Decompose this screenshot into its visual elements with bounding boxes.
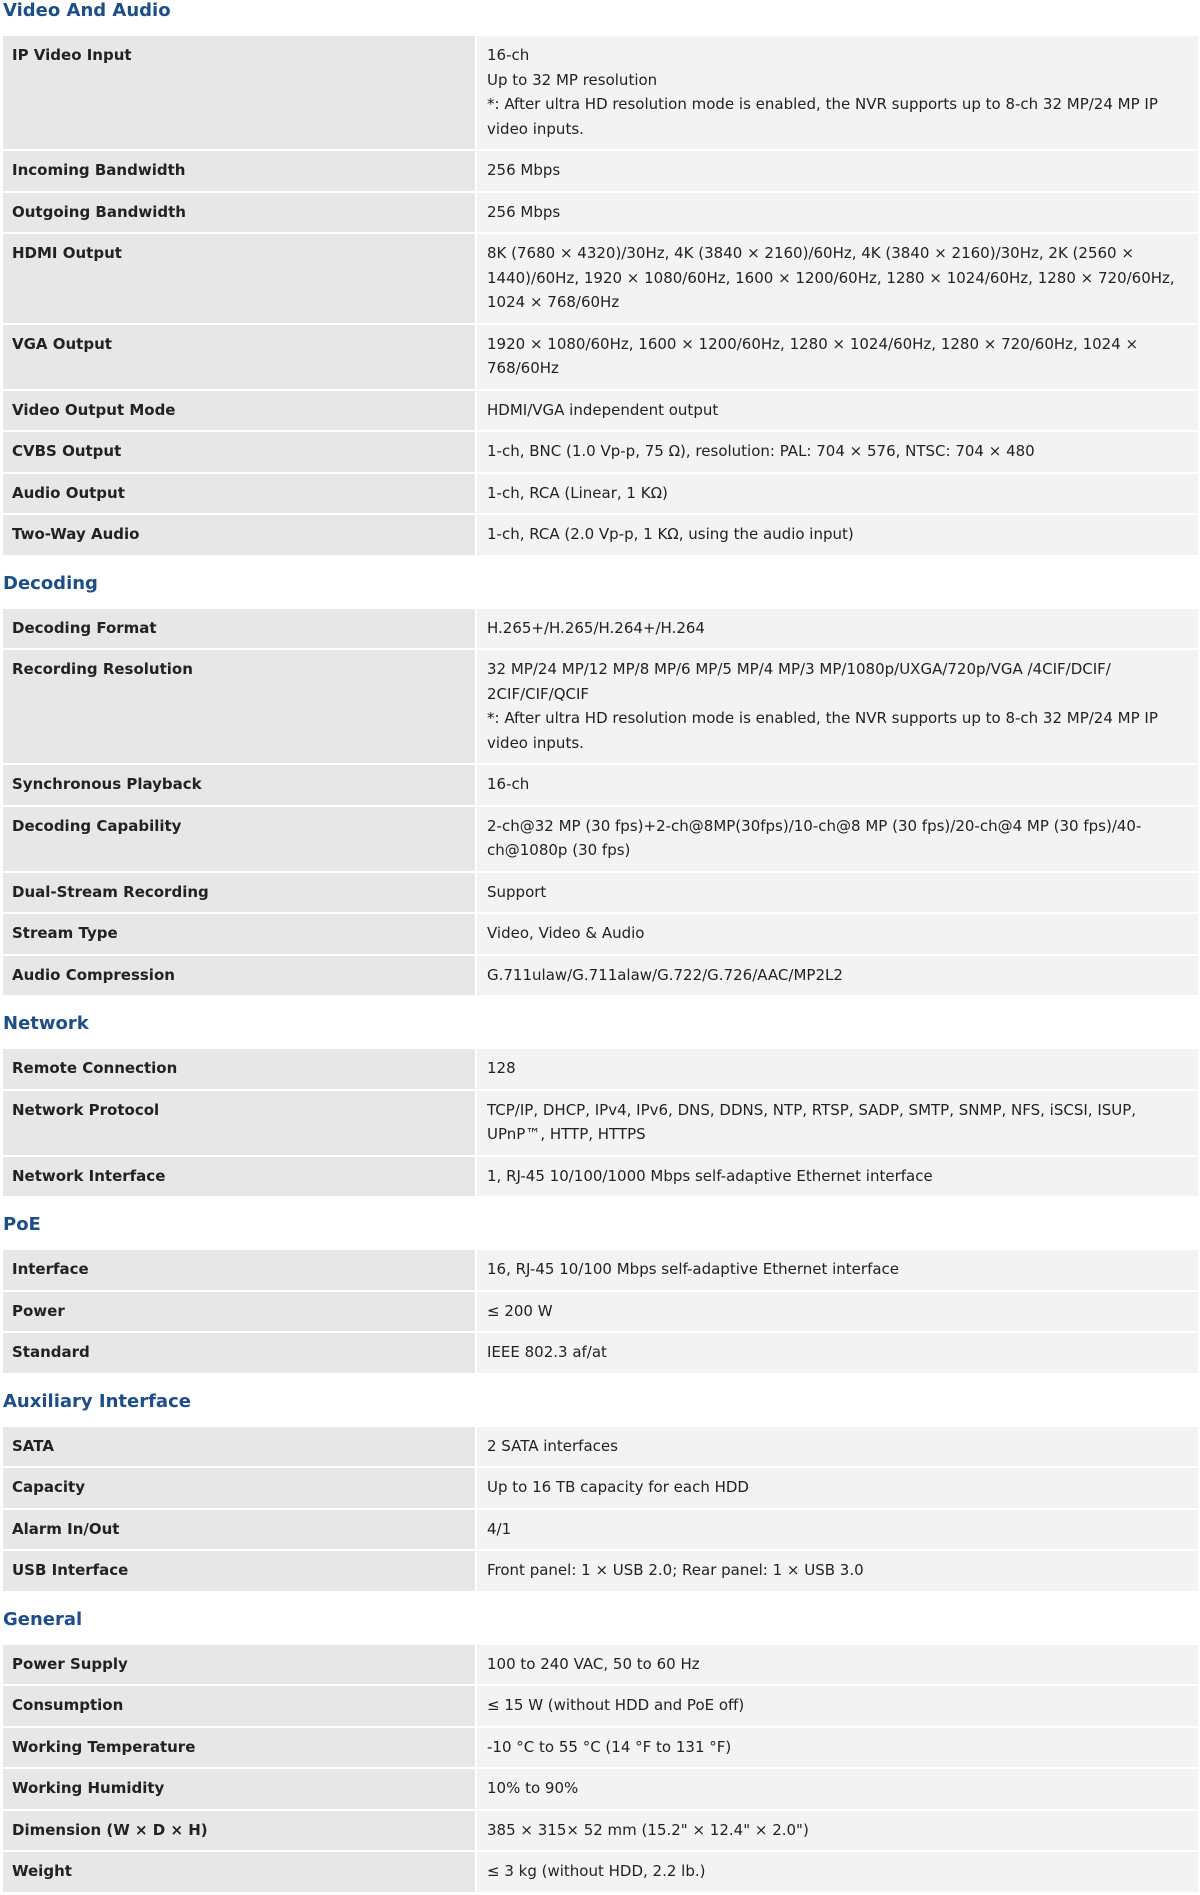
spec-section <box>3 1391 1198 1593</box>
spec-label: Standard <box>3 1333 475 1373</box>
spec-value-line: 1-ch, BNC (1.0 Vp-p, 75 Ω), resolution: PAL: 704 × 576, NTSC: 704 × 480 <box>487 442 1035 460</box>
spec-row <box>3 1769 1198 1811</box>
spec-value <box>477 650 1198 763</box>
spec-label: Outgoing Bandwidth <box>3 193 475 233</box>
spec-value <box>477 193 1198 233</box>
spec-row <box>3 1811 1198 1853</box>
spec-row <box>3 1645 1198 1687</box>
spec-value-line: ≤ 15 W (without HDD and PoE off) <box>487 1696 745 1714</box>
spec-table <box>3 1049 1198 1198</box>
spec-row <box>3 432 1198 474</box>
spec-row <box>3 515 1198 557</box>
spec-row <box>3 193 1198 235</box>
spec-row <box>3 36 1198 151</box>
spec-row <box>3 325 1198 391</box>
spec-label: Audio Output <box>3 474 475 514</box>
spec-value-line: 2 SATA interfaces <box>487 1436 618 1455</box>
spec-label: Weight <box>3 1852 475 1892</box>
spec-row <box>3 1091 1198 1157</box>
spec-row <box>3 1157 1198 1199</box>
spec-value-line: Video, Video & Audio <box>487 924 645 942</box>
spec-value <box>477 1292 1198 1332</box>
spec-label: SATA <box>3 1427 475 1467</box>
spec-value-line: 128 <box>487 1059 516 1077</box>
spec-label: Remote Connection <box>3 1049 475 1089</box>
spec-value <box>477 515 1198 555</box>
spec-value <box>477 914 1198 954</box>
spec-value-line: 16-ch <box>487 775 530 793</box>
section-title: Auxiliary Interface <box>3 1390 191 1412</box>
spec-row <box>3 391 1198 433</box>
spec-value <box>477 1769 1198 1809</box>
spec-value-line: 16, RJ-45 10/100 Mbps self-adaptive Ethernet interface <box>487 1260 900 1278</box>
spec-value <box>477 1091 1198 1155</box>
spec-value-line: ≤ 200 W <box>487 1301 553 1320</box>
spec-value <box>477 151 1198 191</box>
spec-value-line: 16-ch <box>487 46 530 64</box>
spec-value <box>477 1728 1198 1768</box>
spec-value <box>477 1551 1198 1591</box>
spec-label: IP Video Input <box>3 36 475 149</box>
spec-label: CVBS Output <box>3 432 475 472</box>
spec-value-line: 8K (7680 × 4320)/30Hz, 4K (3840 × 2160)/60Hz, 4K (3840 × 2160)/30Hz, 2K (2560 × 1440)/60Hz, 1920 × 1080/60Hz, 1600 × 1200/60Hz, 1280 × 1024/60Hz, 1280 × 720/60Hz, 1024 × 768/60Hz <box>487 244 1175 311</box>
spec-value <box>477 1510 1198 1550</box>
spec-label: Network Interface <box>3 1157 475 1197</box>
spec-value <box>477 391 1198 431</box>
spec-value-line: 100 to 240 VAC, 50 to 60 Hz <box>487 1654 700 1673</box>
spec-value <box>477 474 1198 514</box>
spec-value-line: HDMI/VGA independent output <box>487 400 719 419</box>
spec-section <box>3 1214 1198 1375</box>
spec-value-line: 2-ch@32 MP (30 fps)+2-ch@8MP(30fps)/10-ch@8 MP (30 fps)/20-ch@4 MP (30 fps)/40-ch@1080p (30 fps) <box>487 816 1142 859</box>
spec-label: HDMI Output <box>3 234 475 323</box>
spec-row <box>3 765 1198 807</box>
spec-value <box>477 36 1198 149</box>
spec-row <box>3 914 1198 956</box>
spec-label: Power <box>3 1292 475 1332</box>
spec-value <box>477 1852 1198 1892</box>
spec-value-line: Front panel: 1 × USB 2.0; Rear panel: 1 × USB 3.0 <box>487 1561 864 1579</box>
spec-label: USB Interface <box>3 1551 475 1591</box>
spec-section <box>3 0 1198 557</box>
spec-section <box>3 573 1198 998</box>
spec-value-line: *: After ultra HD resolution mode is enabled, the NVR supports up to 8-ch 32 MP/24 MP IP video inputs. <box>487 95 1158 138</box>
spec-label: Network Protocol <box>3 1091 475 1155</box>
spec-value-line: Support <box>487 882 547 901</box>
spec-row <box>3 1728 1198 1770</box>
spec-value-line: ≤ 3 kg (without HDD, 2.2 lb.) <box>487 1862 706 1880</box>
spec-label: Capacity <box>3 1468 475 1508</box>
spec-value <box>477 873 1198 913</box>
spec-value <box>477 1049 1198 1089</box>
spec-value-line: 1-ch, RCA (Linear, 1 KΩ) <box>487 483 668 502</box>
spec-label: Incoming Bandwidth <box>3 151 475 191</box>
section-title: General <box>3 1608 83 1630</box>
spec-table <box>3 1250 1198 1375</box>
section-title: Video And Audio <box>3 0 171 21</box>
spec-table <box>3 36 1198 557</box>
spec-value-line: G.711ulaw/G.711alaw/G.722/G.726/AAC/MP2L2 <box>487 965 843 984</box>
spec-value-line: H.265+/H.265/H.264+/H.264 <box>487 618 705 637</box>
spec-value <box>477 1811 1198 1851</box>
spec-label: Interface <box>3 1250 475 1290</box>
spec-label: Two-Way Audio <box>3 515 475 555</box>
spec-label: Decoding Format <box>3 609 475 649</box>
spec-value <box>477 1645 1198 1685</box>
spec-value-line: 1, RJ-45 10/100/1000 Mbps self-adaptive Ethernet interface <box>487 1166 933 1185</box>
spec-value-line: 32 MP/24 MP/12 MP/8 MP/6 MP/5 MP/4 MP/3 MP/1080p/UXGA/720p/VGA /4CIF/DCIF/ 2CIF/CIF/QCIF <box>487 660 1111 703</box>
spec-value <box>477 765 1198 805</box>
spec-value <box>477 325 1198 389</box>
spec-row <box>3 873 1198 915</box>
spec-section <box>3 1013 1198 1198</box>
spec-value-line: 1920 × 1080/60Hz, 1600 × 1200/60Hz, 1280 × 1024/60Hz, 1280 × 720/60Hz, 1024 × 768/60Hz <box>487 334 1139 377</box>
spec-row <box>3 1250 1198 1292</box>
spec-value <box>477 432 1198 472</box>
spec-row <box>3 1510 1198 1552</box>
spec-row <box>3 1852 1198 1894</box>
spec-label: Dimension (W × D × H) <box>3 1811 475 1851</box>
spec-value-line: 256 Mbps <box>487 202 561 221</box>
spec-value-line: 10% to 90% <box>487 1779 579 1797</box>
spec-value <box>477 807 1198 871</box>
spec-value <box>477 1468 1198 1508</box>
spec-table <box>3 1427 1198 1593</box>
spec-table <box>3 609 1198 998</box>
section-title: PoE <box>3 1214 41 1235</box>
spec-value-line: 256 Mbps <box>487 161 561 179</box>
spec-value-line: IEEE 802.3 af/at <box>487 1343 607 1361</box>
spec-section <box>3 1609 1198 1894</box>
spec-table <box>3 1645 1198 1894</box>
spec-label: Decoding Capability <box>3 807 475 871</box>
spec-label: Alarm In/Out <box>3 1510 475 1550</box>
spec-row <box>3 1427 1198 1469</box>
spec-row <box>3 609 1198 651</box>
spec-label: VGA Output <box>3 325 475 389</box>
spec-row <box>3 956 1198 998</box>
spec-value-line: TCP/IP, DHCP, IPv4, IPv6, DNS, DDNS, NTP, RTSP, SADP, SMTP, SNMP, NFS, iSCSI, ISUP, UPnP™, HTTP, HTTPS <box>487 1100 1137 1143</box>
spec-value-line: 385 × 315× 52 mm (15.2" × 12.4" × 2.0") <box>487 1820 809 1839</box>
spec-label: Video Output Mode <box>3 391 475 431</box>
spec-row <box>3 650 1198 765</box>
spec-label: Dual-Stream Recording <box>3 873 475 913</box>
spec-row <box>3 1686 1198 1728</box>
spec-label: Working Humidity <box>3 1769 475 1809</box>
spec-value-line: Up to 16 TB capacity for each HDD <box>487 1478 749 1496</box>
spec-value <box>477 956 1198 996</box>
spec-row <box>3 1049 1198 1091</box>
spec-row <box>3 151 1198 193</box>
spec-value <box>477 609 1198 649</box>
section-title: Decoding <box>3 572 98 594</box>
spec-value <box>477 1250 1198 1290</box>
spec-value-line: -10 °C to 55 °C (14 °F to 131 °F) <box>487 1737 732 1756</box>
spec-row <box>3 807 1198 873</box>
spec-value <box>477 1686 1198 1726</box>
spec-label: Working Temperature <box>3 1728 475 1768</box>
spec-value-line: 4/1 <box>487 1519 512 1538</box>
spec-row <box>3 234 1198 325</box>
spec-label: Consumption <box>3 1686 475 1726</box>
spec-value-line: *: After ultra HD resolution mode is enabled, the NVR supports up to 8-ch 32 MP/24 MP IP video inputs. <box>487 709 1158 752</box>
spec-label: Audio Compression <box>3 956 475 996</box>
spec-row <box>3 1333 1198 1375</box>
spec-row <box>3 1292 1198 1334</box>
spec-value <box>477 234 1198 323</box>
spec-row <box>3 1468 1198 1510</box>
spec-row <box>3 474 1198 516</box>
spec-label: Power Supply <box>3 1645 475 1685</box>
spec-value-line: Up to 32 MP resolution <box>487 70 658 89</box>
section-title: Network <box>3 1013 89 1034</box>
spec-value <box>477 1333 1198 1373</box>
spec-value <box>477 1157 1198 1197</box>
spec-row <box>3 1551 1198 1593</box>
spec-label: Stream Type <box>3 914 475 954</box>
spec-value-line: 1-ch, RCA (2.0 Vp-p, 1 KΩ, using the audio input) <box>487 525 854 543</box>
spec-label: Synchronous Playback <box>3 765 475 805</box>
spec-value <box>477 1427 1198 1467</box>
spec-label: Recording Resolution <box>3 650 475 763</box>
